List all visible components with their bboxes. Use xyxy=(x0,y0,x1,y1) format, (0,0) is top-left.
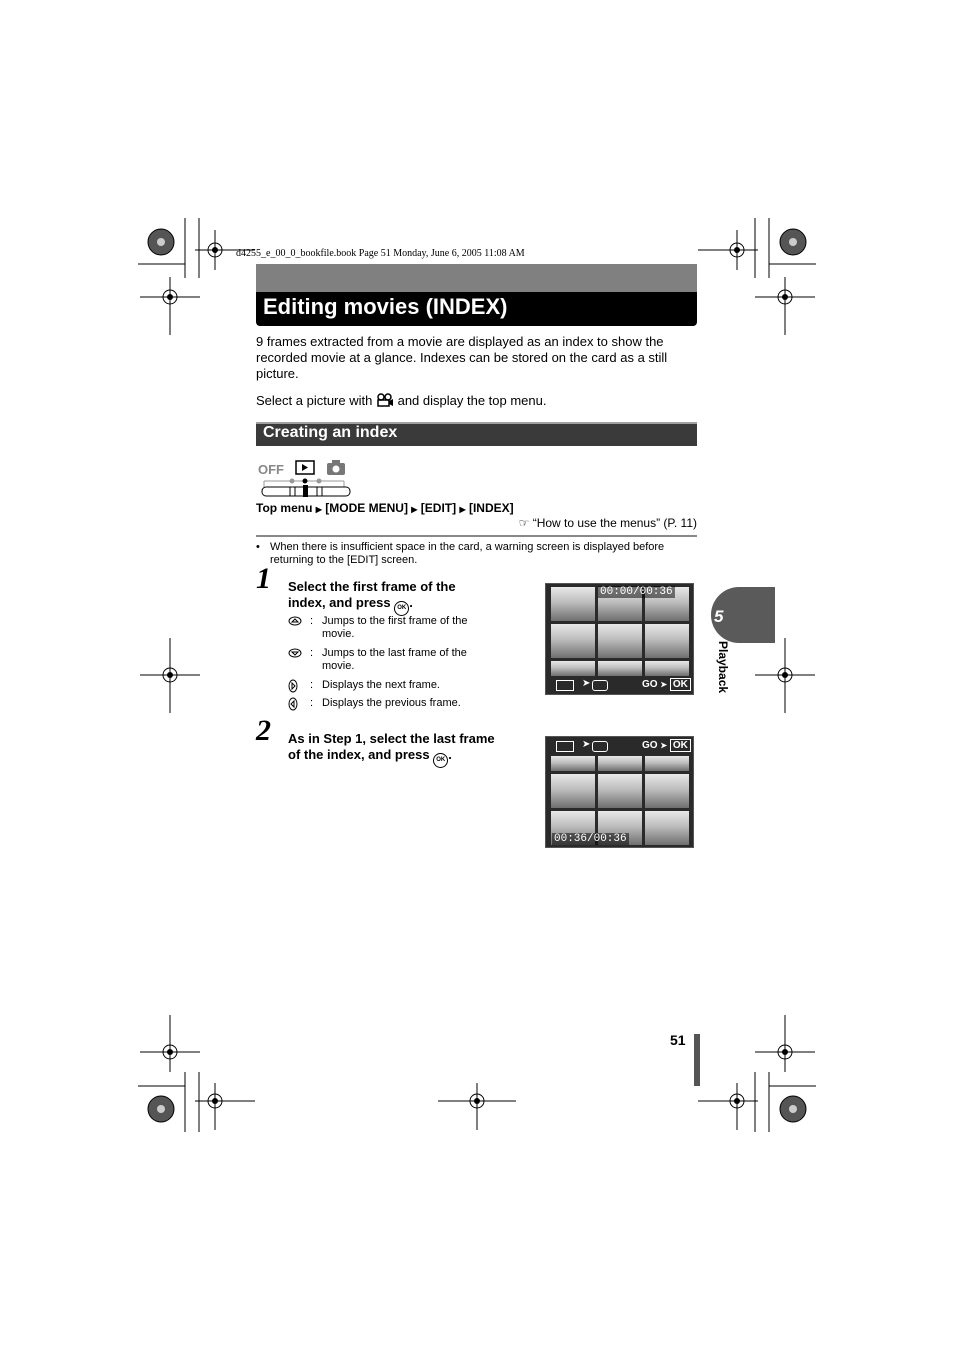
index-icon xyxy=(556,741,574,752)
menu-path xyxy=(256,501,514,515)
menu-path-top: Top menu xyxy=(256,501,313,515)
triangle-right-icon: ▶ xyxy=(459,505,466,514)
movie-icon xyxy=(376,393,394,411)
select-instruction xyxy=(256,393,546,411)
arrow-icon: ➤ xyxy=(582,739,591,750)
timecode: 00:00/00:36 xyxy=(600,586,673,598)
chapter-label: Playback xyxy=(716,641,730,694)
ok-button-icon: OK xyxy=(433,753,448,768)
list-item: : Jumps to the last frame of the movie. xyxy=(288,647,508,679)
camera-screen-step1 xyxy=(545,583,694,695)
select-instruction-after: and display the top menu. xyxy=(397,393,547,408)
list-item: : Displays the next frame. xyxy=(288,679,508,697)
right-arrow-button-icon xyxy=(288,679,298,697)
item-text-b: movie. xyxy=(322,628,355,640)
go-text: GO xyxy=(642,740,658,751)
section-title: Creating an index xyxy=(263,424,398,441)
camera-screen-step2 xyxy=(545,736,694,848)
list-item: : Displays the previous frame. xyxy=(288,697,508,715)
step1-line-b-text: index, and press xyxy=(288,595,391,610)
go-label: GO ➤ OK xyxy=(642,679,691,690)
step2-line-b: of the index, and press OK . xyxy=(288,747,495,768)
step1-line-b: index, and press OK . xyxy=(288,595,456,616)
bullet: • xyxy=(256,541,260,553)
note-text: When there is insufficient space in the card, a warning screen is displayed before returning to the [EDIT] screen. xyxy=(270,541,665,566)
step2-line-b-text: of the index, and press xyxy=(288,747,430,762)
file-header: d4255_e_00_0_bookfile.book Page 51 Monday, June 6, 2005 11:08 AM xyxy=(236,248,525,259)
menu-reference-text: “How to use the menus” (P. 11) xyxy=(532,516,697,530)
index-icon xyxy=(556,680,574,691)
step1-item-list xyxy=(288,615,508,715)
ok-badge: OK xyxy=(670,739,691,752)
mode-off-label: OFF xyxy=(258,462,284,477)
frame-icon xyxy=(592,680,608,691)
timecode: 00:36/00:36 xyxy=(554,833,627,845)
page-number: 51 xyxy=(670,1032,686,1048)
step2-line-a: As in Step 1, select the last frame xyxy=(288,731,495,746)
intro-paragraph: 9 frames extracted from a movie are displayed as an index to show the recorded movie at a glance. Indexes can be stored on the card as a still picture. xyxy=(256,334,668,381)
menu-reference xyxy=(519,516,697,530)
left-arrow-button-icon xyxy=(288,697,298,715)
go-label: GO ➤ OK xyxy=(642,740,691,751)
page-title: Editing movies (INDEX) xyxy=(263,294,508,319)
note xyxy=(256,541,697,567)
go-text: GO xyxy=(642,679,658,690)
item-text-a: Displays the previous frame. xyxy=(322,697,461,709)
step2-text xyxy=(288,731,495,768)
page-number-bar xyxy=(694,1034,700,1086)
down-arrow-button-icon xyxy=(288,648,302,662)
ok-button-icon: OK xyxy=(394,601,409,616)
step1-text xyxy=(288,579,456,616)
step-number: 2 xyxy=(256,714,271,747)
select-instruction-before: Select a picture with xyxy=(256,393,373,408)
item-text-a: Jumps to the first frame of the xyxy=(322,615,468,627)
title-band xyxy=(256,264,697,292)
item-text-b: movie. xyxy=(322,660,355,672)
step1-line-a: Select the first frame of the xyxy=(288,579,456,594)
item-text-a: Jumps to the last frame of the xyxy=(322,647,467,659)
frame-icon xyxy=(592,741,608,752)
reference-pointer-icon: ☞ xyxy=(518,516,530,530)
step-number: 1 xyxy=(256,562,271,595)
triangle-right-icon: ▶ xyxy=(411,505,418,514)
list-item: : Jumps to the first frame of the movie. xyxy=(288,615,508,647)
item-text-a: Displays the next frame. xyxy=(322,679,440,691)
menu-path-item1: [MODE MENU] xyxy=(325,501,408,515)
arrow-icon: ➤ xyxy=(582,678,591,689)
chapter-number: 5 xyxy=(714,607,724,626)
up-arrow-button-icon xyxy=(288,616,302,630)
triangle-right-icon: ▶ xyxy=(315,505,322,514)
divider xyxy=(256,535,697,537)
mode-dial xyxy=(256,458,352,498)
menu-path-item2: [EDIT] xyxy=(420,501,457,515)
ok-badge: OK xyxy=(670,678,691,691)
menu-path-item3: [INDEX] xyxy=(468,501,514,515)
